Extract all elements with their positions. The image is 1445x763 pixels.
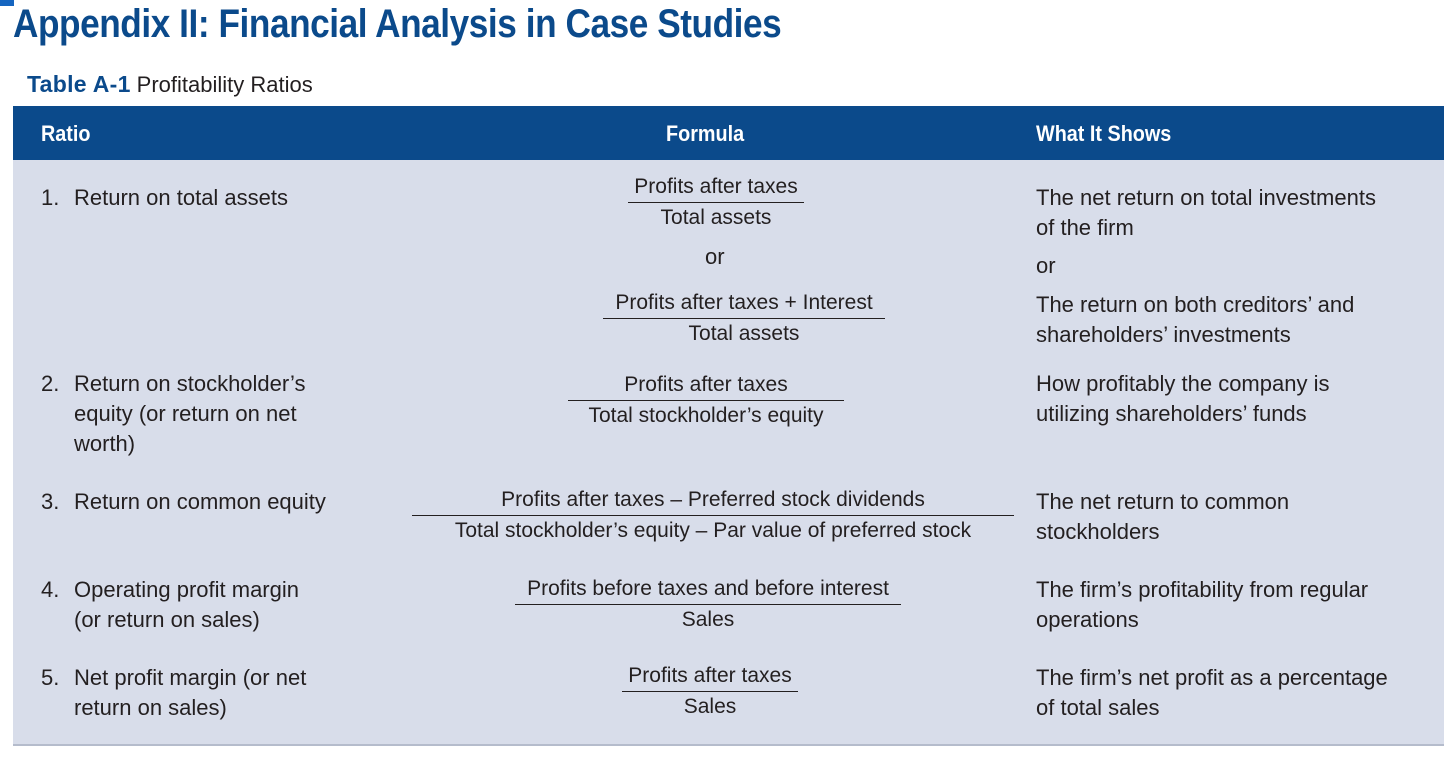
shows-row-5 (1036, 663, 1388, 723)
row-number: 2. (41, 371, 60, 396)
header-what-it-shows: What It Shows (1036, 121, 1172, 146)
ratio-name-cont: (or return on sales) (74, 607, 260, 632)
shows-text: shareholders’ investments (1036, 322, 1291, 347)
header-ratio: Ratio (41, 121, 91, 146)
formula-numerator: Profits after taxes (622, 663, 798, 692)
shows-text: The firm’s net profit as a percentage (1036, 665, 1388, 690)
ratio-row-2 (41, 369, 306, 459)
table-caption-text: Profitability Ratios (136, 72, 313, 97)
shows-row-1a (1036, 183, 1376, 243)
formula-denominator: Total stockholder’s equity (588, 404, 824, 427)
row-number: 4. (41, 577, 60, 602)
table-label: Table A-1 (27, 71, 131, 97)
formula-numerator: Profits after taxes – Preferred stock dividends (412, 487, 1014, 516)
formula-denominator: Total assets (688, 322, 800, 345)
header-formula: Formula (666, 121, 745, 146)
formula-numerator: Profits after taxes (568, 372, 844, 401)
ratio-row-5 (41, 663, 306, 723)
shows-text: of the firm (1036, 215, 1134, 240)
shows-row-2 (1036, 369, 1329, 429)
ratio-name: Net profit margin (or net (74, 665, 307, 690)
ratio-name: Operating profit margin (74, 577, 299, 602)
formula-row-5 (622, 663, 798, 722)
ratio-row-3 (41, 487, 326, 517)
table-caption (27, 71, 313, 98)
shows-text: utilizing shareholders’ funds (1036, 401, 1307, 426)
table-header (13, 106, 1444, 160)
formula-row-1a (628, 174, 804, 233)
corner-accent-mark (0, 0, 14, 6)
shows-row-4 (1036, 575, 1368, 635)
ratio-name-cont: equity (or return on net (74, 401, 297, 426)
row-number: 3. (41, 489, 60, 514)
formula-row-2 (568, 372, 844, 431)
shows-row-1b (1036, 290, 1354, 350)
shows-text: operations (1036, 607, 1139, 632)
shows-text: The net return on total investments (1036, 185, 1376, 210)
formula-denominator: Total assets (660, 206, 772, 229)
row-number: 5. (41, 665, 60, 690)
formula-numerator: Profits after taxes (628, 174, 804, 203)
formula-denominator: Sales (681, 608, 735, 631)
page-title: Appendix II: Financial Analysis in Case Studies (13, 2, 782, 46)
formula-denominator: Total stockholder’s equity – Par value of preferred stock (454, 519, 972, 542)
formula-denominator: Sales (683, 695, 737, 718)
formula-or: or (705, 244, 725, 269)
shows-text: The net return to common (1036, 489, 1290, 514)
formula-row-1b (603, 290, 885, 349)
shows-row-3 (1036, 487, 1289, 547)
ratio-name: Return on common equity (74, 489, 326, 514)
row-number: 1. (41, 185, 60, 210)
ratio-row-1 (41, 183, 288, 213)
formula-row-3 (412, 487, 1014, 546)
ratio-name: Return on total assets (74, 185, 289, 210)
formula-numerator: Profits before taxes and before interest (515, 576, 901, 605)
shows-text: How profitably the company is (1036, 371, 1330, 396)
shows-text: The firm’s profitability from regular (1036, 577, 1369, 602)
ratio-row-4 (41, 575, 299, 635)
shows-text: The return on both creditors’ and (1036, 292, 1355, 317)
shows-text: stockholders (1036, 519, 1160, 544)
formula-row-4 (515, 576, 901, 635)
ratio-name-cont: return on sales) (74, 695, 227, 720)
ratio-name-cont: worth) (74, 431, 136, 456)
formula-numerator: Profits after taxes + Interest (603, 290, 885, 319)
ratio-name: Return on stockholder’s (74, 371, 306, 396)
shows-or: or (1036, 253, 1056, 278)
shows-text: of total sales (1036, 695, 1160, 720)
